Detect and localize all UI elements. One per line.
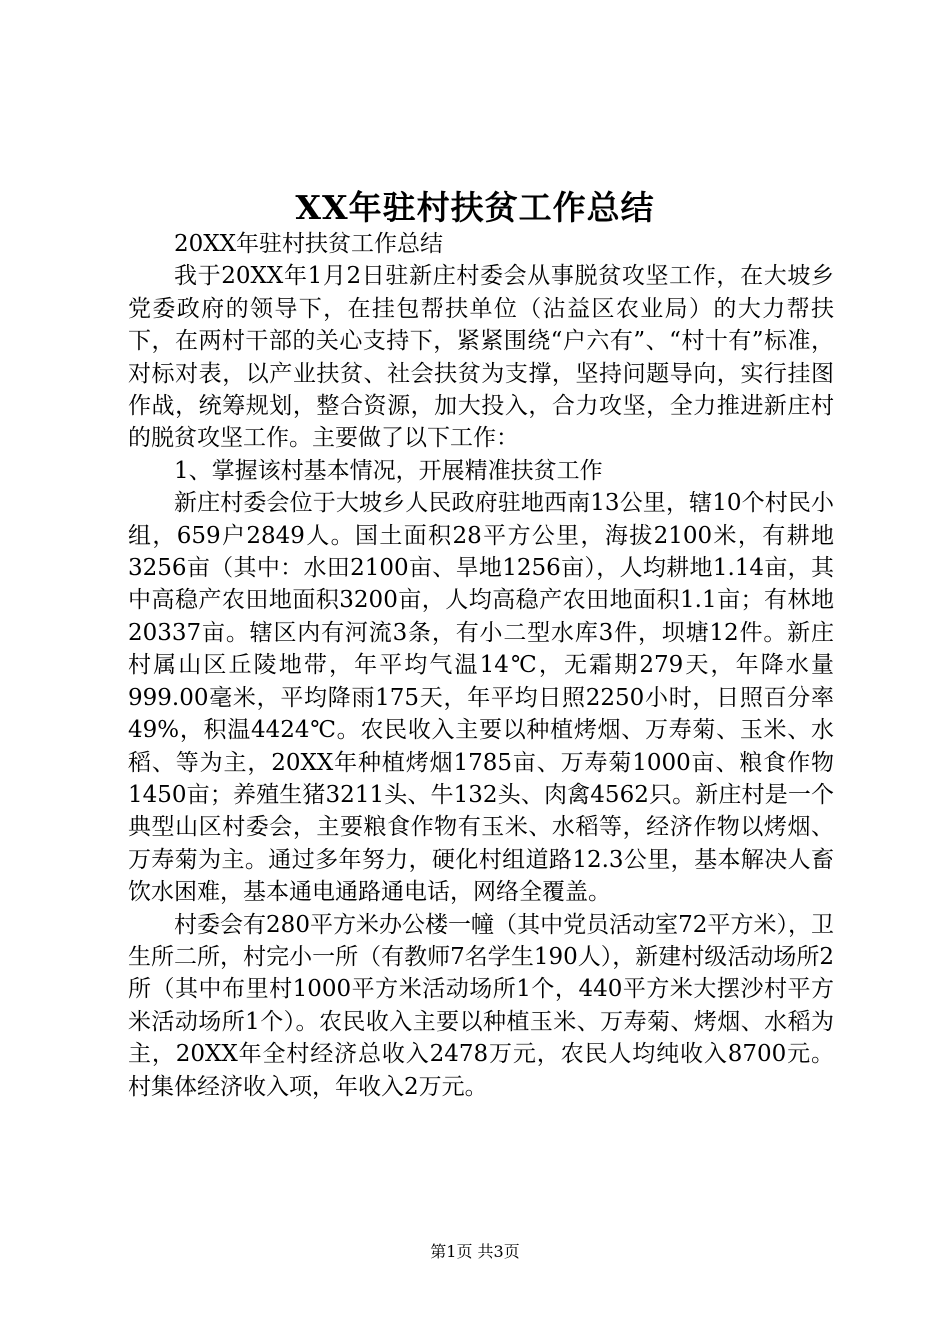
document-title: XX年驻村扶贫工作总结 [295, 188, 655, 227]
facilities-paragraph: 村委会有280平方米办公楼一幢（其中党员活动室72平方米），卫生所二所，村完小一所（有教师7名学生190人），新建村级活动场所2所（其中布里村1000平方米活动场所1个，440平方米大摆沙村平方米活动场所1个）。农民收入主要以种植玉米、万寿菊、烤烟、水稻为主，20XX年全村经济总收入2478万元，农民人均纯收入8700元。村集体经济收入项，年收入2万元。 [128, 911, 834, 1100]
page-footer: 第1页 共3页 [430, 1242, 520, 1261]
intro-paragraph: 我于20XX年1月2日驻新庄村委会从事脱贫攻坚工作，在大坡乡党委政府的领导下，在挂包帮扶单位（沾益区农业局）的大力帮扶下，在两村干部的关心支持下，紧紧围绕“户六有”、“村十有”标准，对标对表，以产业扶贫、社会扶贫为支撑，坚持问题导向，实行挂图作战，统筹规划，整合资源，加大投入，合力攻坚，全力推进新庄村的脱贫攻坚工作。主要做了以下工作： [128, 263, 834, 452]
document-body [128, 228, 834, 1103]
subtitle-paragraph: 20XX年驻村扶贫工作总结 [174, 231, 444, 257]
village-overview-paragraph: 新庄村委会位于大坡乡人民政府驻地西南13公里，辖10个村民小组，659户2849人。国土面积28平方公里，海拔2100米，有耕地3256亩（其中：水田2100亩、旱地1256亩），人均耕地1.14亩，其中高稳产农田地面积3200亩，人均高稳产农田地面积1.1亩；有林地20337亩。辖区内有河流3条，有小二型水库3件，坝塘12件。新庄村属山区丘陵地带，年平均气温14℃，无霜期279天，年降水量999.00毫米，平均降雨175天，年平均日照2250小时，日照百分率49%，积温4424℃。农民收入主要以种植烤烟、万寿菊、玉米、水稻、等为主，20XX年种植烤烟1785亩、万寿菊1000亩、粮食作物1450亩；养殖生猪3211头、牛132头、肉禽4562只。新庄村是一个典型山区村委会，主要粮食作物有玉米、水稻等，经济作物以烤烟、万寿菊为主。通过多年努力，硬化村组道路12.3公里，基本解决人畜饮水困难，基本通电通路通电话，网络全覆盖。 [128, 490, 834, 906]
section-heading: 1、掌握该村基本情况，开展精准扶贫工作 [174, 457, 603, 484]
